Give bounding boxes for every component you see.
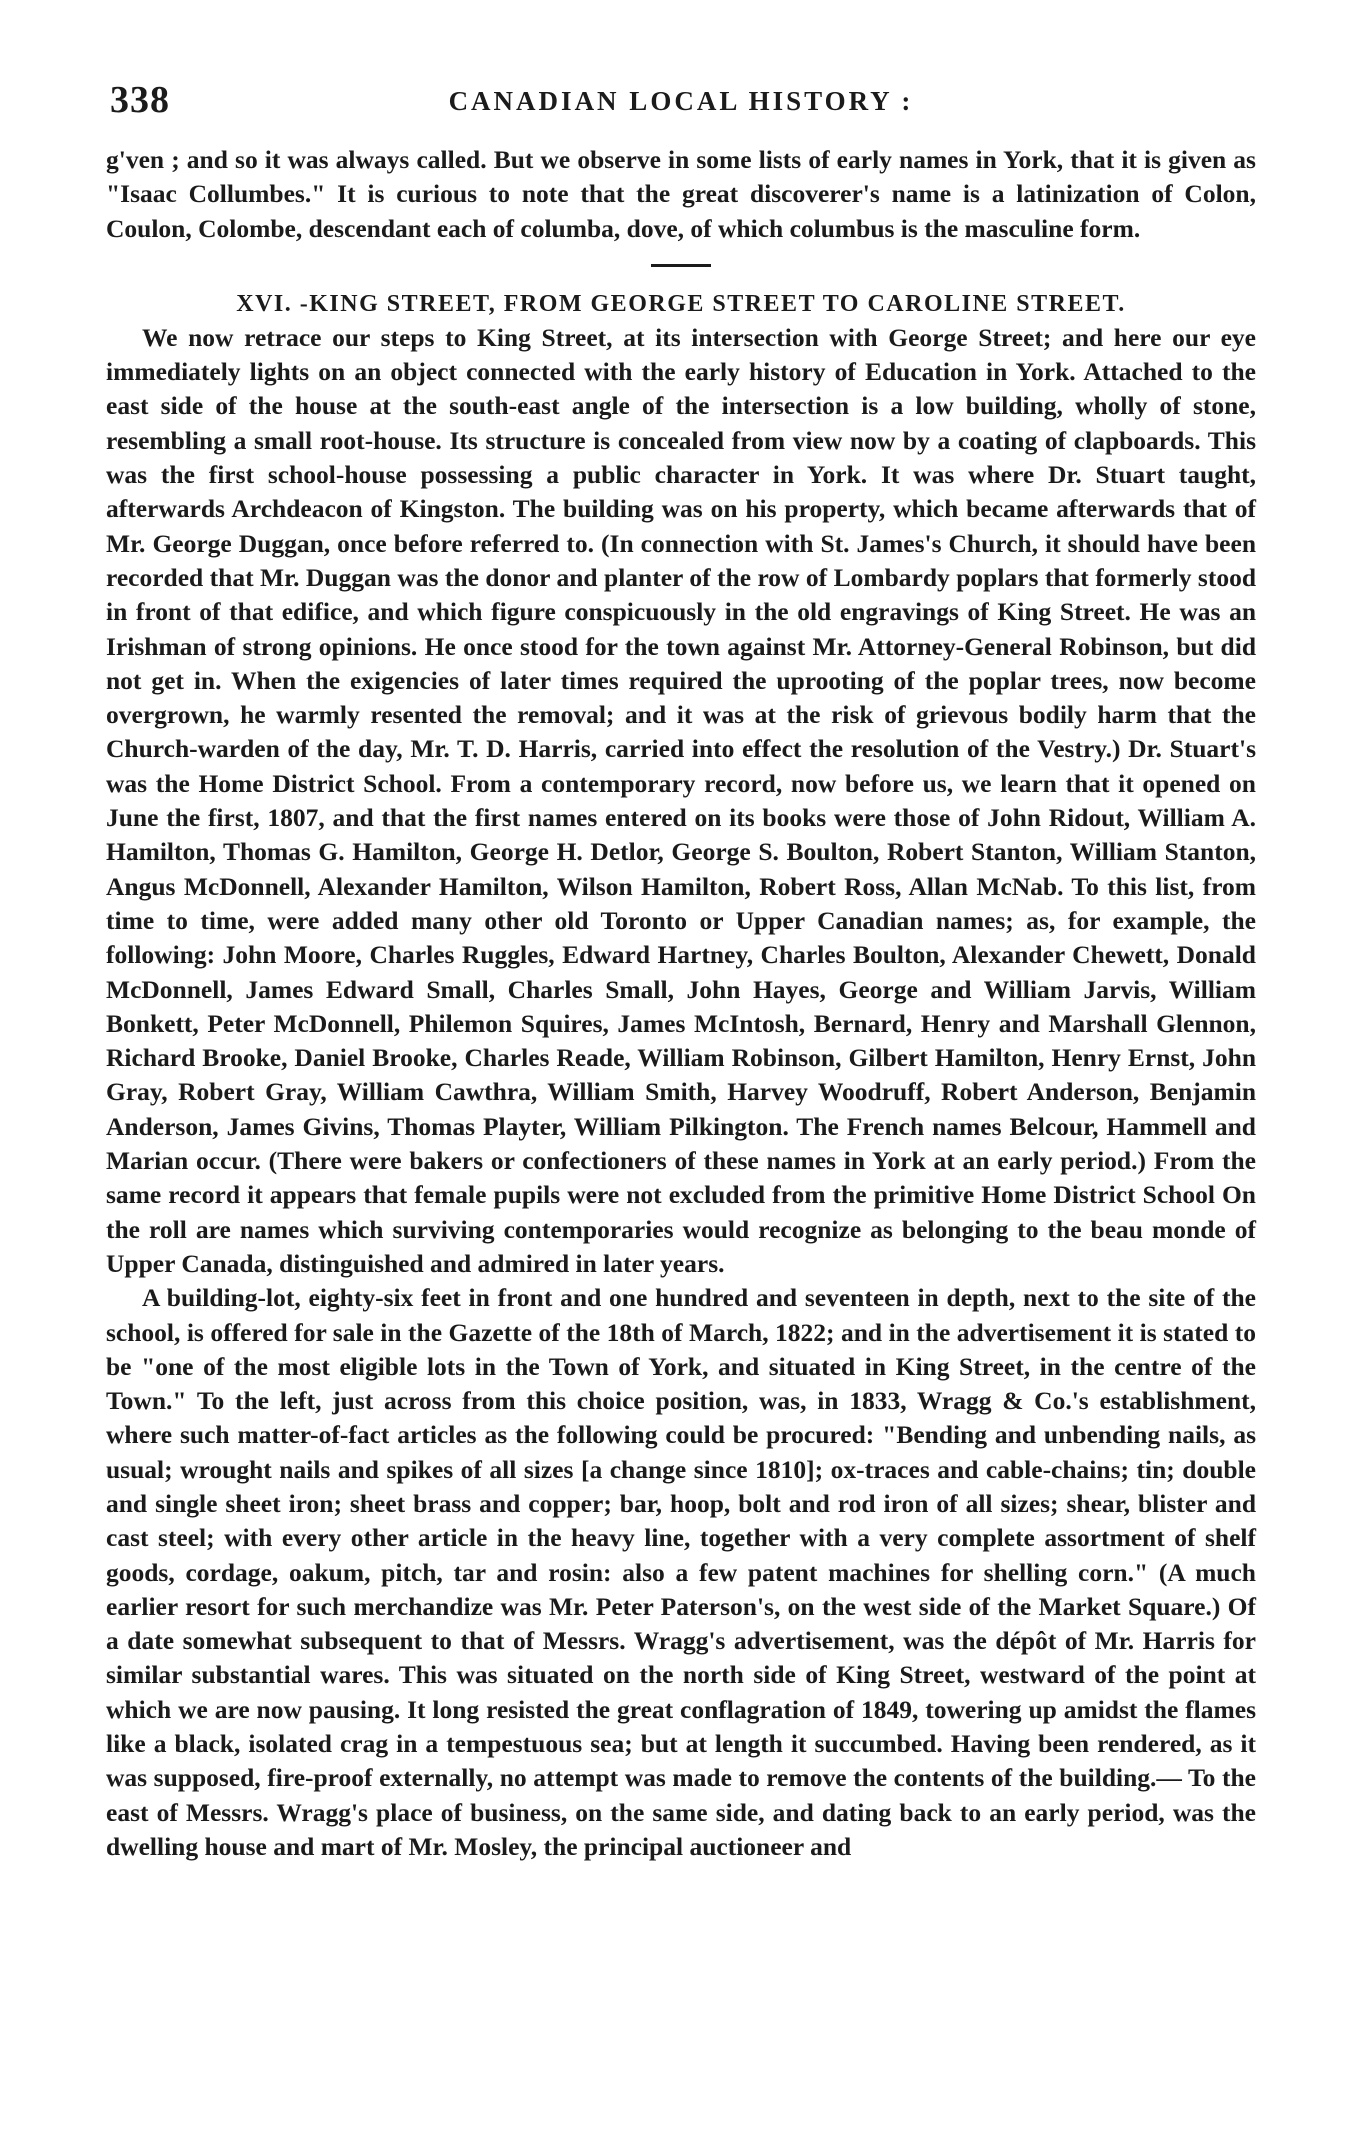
page-body (106, 143, 1256, 1864)
page-header (110, 78, 1252, 128)
section-divider (651, 264, 711, 267)
paragraph-continuation: g'ven ; and so it was always called. But we observe in some lists of early names in York, that it is given as "Isaac Collumbes." It is curious to note that the great discoverer's name is a latinization of Colon, Coulon, Colombe, descendant each of columba, dove, of which columbus is the masculine form. (106, 145, 1256, 243)
paragraph-school-house: We now retrace our steps to King Street, at its intersection with George Street; and here our eye immediately lights on an object connected with the early history of Education in York. Attached to the east side of the house at the south-east angle of the intersection is a low building, wholly of stone, resembling a small root-house. Its structure is concealed from view now by a coating of clapboards. This was the first school-house possessing a public character in York. It was where Dr. Stuart taught, afterwards Archdeacon of Kingston. The building was on his property, which became afterwards that of Mr. George Duggan, once before referred to. (In connection with St. James's Church, it should have been recorded that Mr. Duggan was the donor and planter of the row of Lombardy poplars that formerly stood in front of that edifice, and which figure conspicuously in the old engravings of King Street. He was an Irishman of strong opinions. He once stood for the town against Mr. Attorney-General Robinson, but did not get in. When the exigencies of later times required the uprooting of the poplar trees, now become overgrown, he warmly resented the removal; and it was at the risk of grievous bodily harm that the Church-warden of the day, Mr. T. D. Harris, carried into effect the resolution of the Vestry.) Dr. Stuart's was the Home District School. From a contemporary record, now before us, we learn that it opened on June the first, 1807, and that the first names entered on its books were those of John Ridout, William A. Hamilton, Thomas G. Hamilton, George H. Detlor, George S. Boulton, Robert Stanton, William Stanton, Angus McDonnell, Alexander Hamilton, Wilson Hamilton, Robert Ross, Allan McNab. To this list, from time to time, were added many other old Toronto or Upper Canadian names; as, for example, the following: John Moore, Charles Ruggles, Edward Hartney, Charles Boulton, Alexander Chewett, Donald McDonnell, James Edward Small, Charles Small, John Hayes, George and William Jarvis, William Bonkett, Peter McDonnell, Philemon Squires, James McIntosh, Bernard, Henry and Marshall Glennon, Richard Brooke, Daniel Brooke, Charles Reade, William Robinson, Gilbert Hamilton, Henry Ernst, John Gray, Robert Gray, William Cawthra, William Smith, Harvey Woodruff, Robert Anderson, Benjamin Anderson, James Givins, Thomas Playter, William Pilkington. The French names Belcour, Hammell and Marian occur. (There were bakers or confectioners of these names in York at an early period.) From the same record it appears that female pupils were not excluded from the primitive Home District School On the roll are names which surviving contemporaries would recognize as belonging to the beau monde of Upper Canada, distinguished and admired in later years. (106, 322, 1256, 1278)
paragraph-building-lot: A building-lot, eighty-six feet in front and one hundred and seventeen in depth, next to the site of the school, is offered for sale in the Gazette of the 18th of March, 1822; and in the advertisement it is stated to be "one of the most eligible lots in the Town of York, and situated in King Street, in the centre of the Town." To the left, just across from this choice position, was, in 1833, Wragg & Co.'s establishment, where such matter-of-fact articles as the following could be procured: "Bending and unbending nails, as usual; wrought nails and spikes of all sizes [a change since 1810]; ox-traces and cable-chains; tin; double and single sheet iron; sheet brass and copper; bar, hoop, bolt and rod iron of all sizes; shear, blister and cast steel; with every other article in the heavy line, together with a very complete assortment of shelf goods, cordage, oakum, pitch, tar and rosin: also a few patent machines for shelling corn." (A much earlier resort for such merchandize was Mr. Peter Paterson's, on the west side of the Market Square.) Of a date somewhat subsequent to that of Messrs. Wragg's advertisement, was the dépôt of Mr. Harris for similar substantial wares. This was situated on the north side of King Street, westward of the point at which we are now pausing. It long resisted the great conflagration of 1849, towering up amidst the flames like a black, isolated crag in a tempestuous sea; but at length it succumbed. Having been rendered, as it was supposed, fire-proof externally, no attempt was made to remove the contents of the building.— To the east of Messrs. Wragg's place of business, on the same side, and dating back to an early period, was the dwelling house and mart of Mr. Mosley, the principal auctioneer and (106, 1283, 1256, 1861)
section-heading: XVI. -KING STREET, FROM GEORGE STREET TO CAROLINE STREET. (236, 290, 1126, 317)
running-head: CANADIAN LOCAL HISTORY : (448, 86, 914, 116)
page-number: 338 (110, 79, 170, 121)
